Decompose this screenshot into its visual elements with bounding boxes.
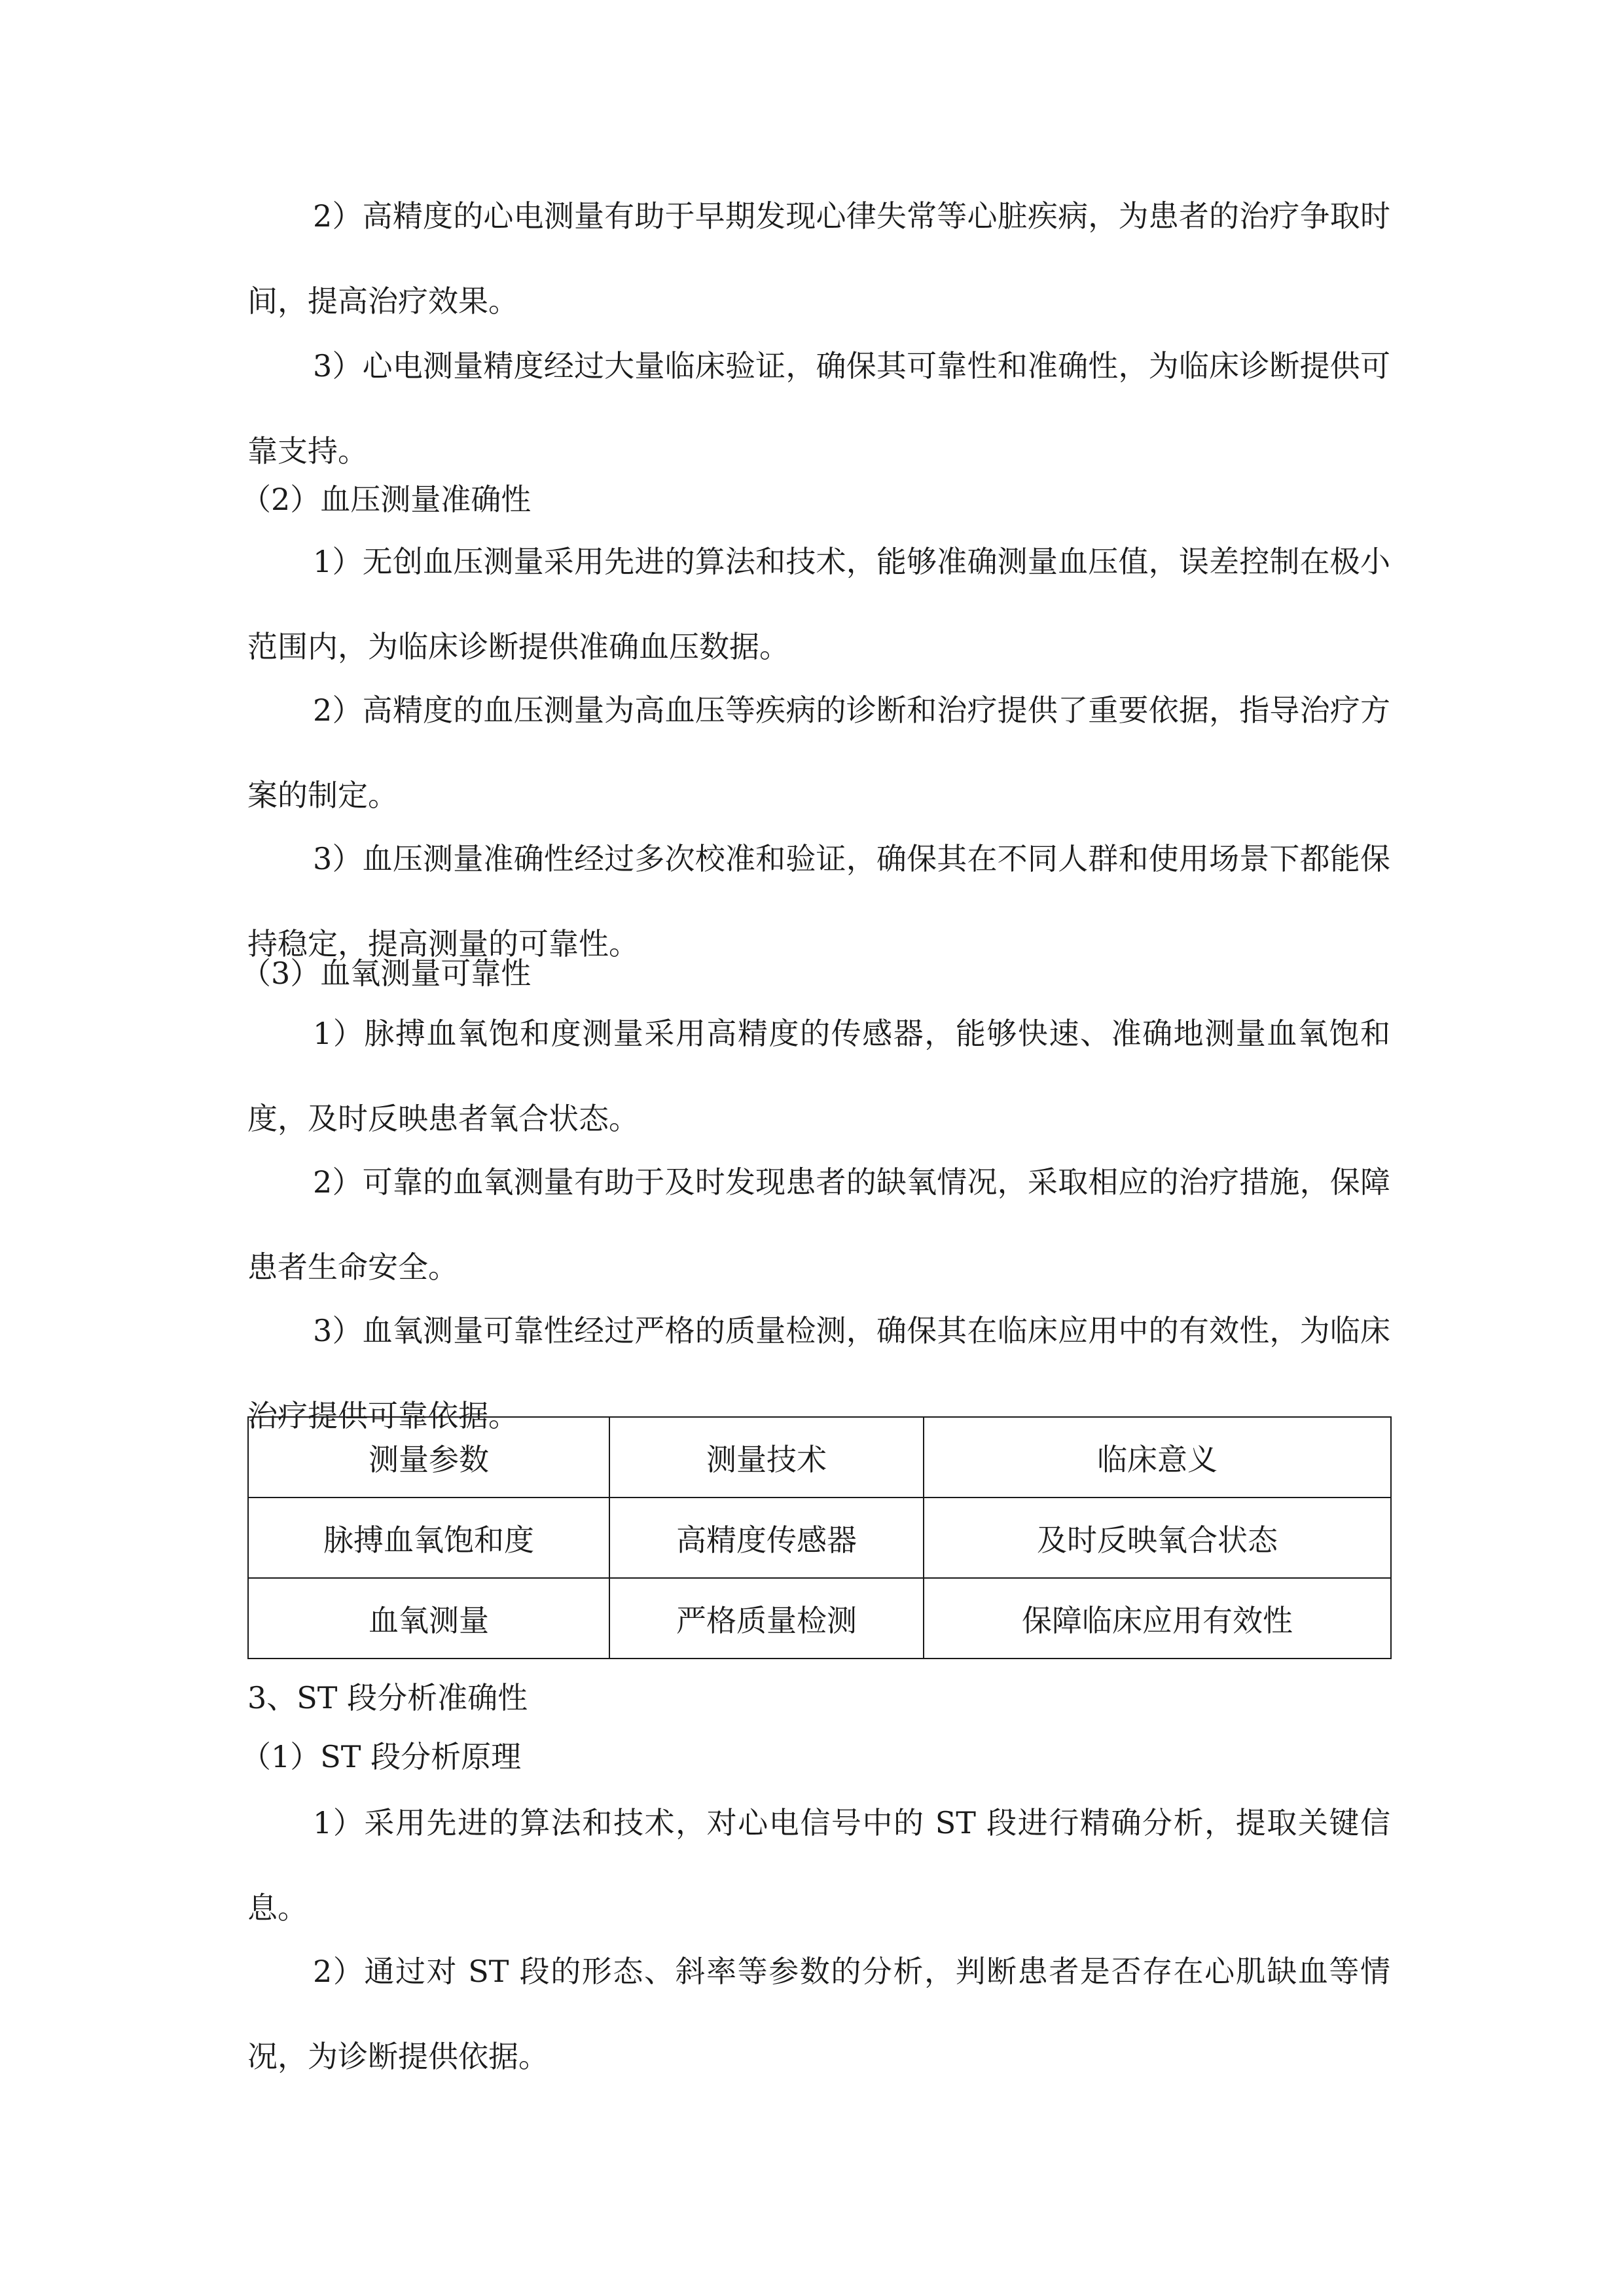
table-row: [248, 1498, 1391, 1578]
section-heading-spo2: （3）血氧测量可靠性: [241, 956, 532, 991]
table-cell: 脉搏血氧饱和度: [248, 1498, 609, 1578]
table-cell: 高精度传感器: [609, 1498, 924, 1578]
measurement-table: [247, 1416, 1392, 1659]
table-header-cell: 临床意义: [924, 1417, 1391, 1498]
table-row: [248, 1578, 1391, 1659]
section-heading-st: 3、ST 段分析准确性: [247, 1680, 528, 1715]
table-cell: 及时反映氧合状态: [924, 1498, 1391, 1578]
table-header-cell: 测量参数: [248, 1417, 609, 1498]
paragraph-st-2: 2）通过对 ST 段的形态、斜率等参数的分析，判断患者是否存在心肌缺血等情况，为诊断提供依据。: [247, 1954, 1390, 2074]
paragraph-ecg-3: 3）心电测量精度经过大量临床验证，确保其可靠性和准确性，为临床诊断提供可靠支持。: [247, 348, 1390, 469]
table-cell: 血氧测量: [248, 1578, 609, 1659]
paragraph-bp-3: 3）血压测量准确性经过多次校准和验证，确保其在不同人群和使用场景下都能保持稳定，提高测量的可靠性。: [247, 841, 1390, 961]
section-heading-bp: （2）血压测量准确性: [241, 482, 532, 517]
paragraph-st-1: 1）采用先进的算法和技术，对心电信号中的 ST 段进行精确分析，提取关键信息。: [247, 1805, 1390, 1926]
subsection-heading-st-principle: （1）ST 段分析原理: [241, 1739, 522, 1774]
paragraph-spo2-2: 2）可靠的血氧测量有助于及时发现患者的缺氧情况，采取相应的治疗措施，保障患者生命安全。: [247, 1164, 1390, 1285]
paragraph-spo2-3: 3）血氧测量可靠性经过严格的质量检测，确保其在临床应用中的有效性，为临床治疗提供可靠依据。: [247, 1313, 1390, 1433]
table-cell: 保障临床应用有效性: [924, 1578, 1391, 1659]
table-header-cell: 测量技术: [609, 1417, 924, 1498]
paragraph-spo2-1: 1）脉搏血氧饱和度测量采用高精度的传感器，能够快速、准确地测量血氧饱和度，及时反映患者氧合状态。: [247, 1016, 1390, 1136]
paragraph-bp-1: 1）无创血压测量采用先进的算法和技术，能够准确测量血压值，误差控制在极小范围内，为临床诊断提供准确血压数据。: [247, 544, 1390, 664]
table-cell: 严格质量检测: [609, 1578, 924, 1659]
paragraph-ecg-2: 2）高精度的心电测量有助于早期发现心律失常等心脏疾病，为患者的治疗争取时间，提高治疗效果。: [247, 198, 1390, 319]
table-header-row: [248, 1417, 1391, 1498]
paragraph-bp-2: 2）高精度的血压测量为高血压等疾病的诊断和治疗提供了重要依据，指导治疗方案的制定。: [247, 692, 1390, 813]
